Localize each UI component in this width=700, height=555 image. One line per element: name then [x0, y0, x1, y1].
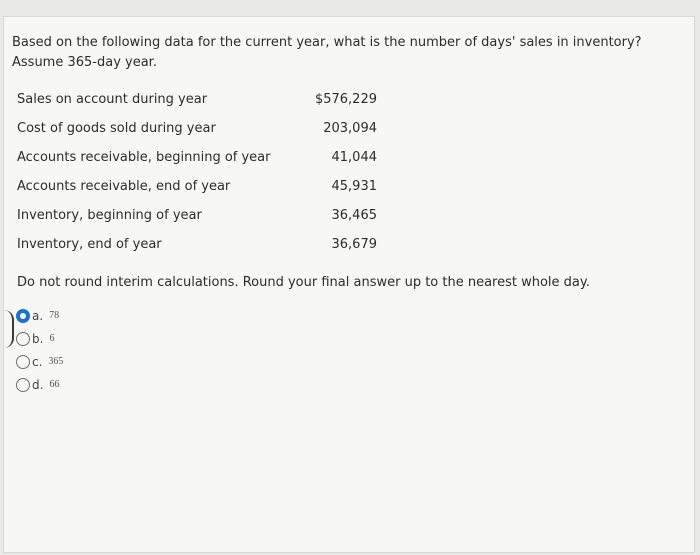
option-letter: d.	[32, 377, 44, 392]
instruction-text: Do not round interim calculations. Round your final answer up to the nearest whole day.	[17, 275, 590, 290]
row-value: 45,931	[331, 179, 377, 194]
row-value: 203,094	[323, 121, 377, 136]
option-letter: b.	[32, 331, 44, 346]
row-value: 36,679	[331, 237, 377, 252]
option-d[interactable]	[16, 373, 216, 396]
radio-button-a[interactable]	[16, 309, 30, 323]
table-row	[17, 85, 377, 114]
table-row	[17, 172, 377, 201]
question-text: Based on the following data for the current year, what is the number of days' sales in inventory? Assume 365-day year.	[12, 35, 642, 70]
option-b[interactable]	[16, 327, 216, 350]
radio-button-b[interactable]	[16, 332, 30, 346]
row-label: Cost of goods sold during year	[17, 121, 216, 136]
row-label: Sales on account during year	[17, 92, 208, 107]
radio-button-c[interactable]	[16, 355, 30, 369]
option-value: 365	[48, 356, 64, 367]
option-value: 78	[49, 310, 60, 321]
answer-options	[16, 304, 216, 396]
row-label: Inventory, end of year	[17, 237, 162, 252]
row-label: Accounts receivable, beginning of year	[17, 150, 271, 165]
row-value: 41,044	[331, 150, 377, 165]
option-letter: a.	[32, 308, 44, 323]
row-label: Inventory, beginning of year	[17, 208, 202, 223]
option-value: 66	[49, 379, 60, 390]
data-table	[17, 85, 377, 259]
radio-button-d[interactable]	[16, 378, 30, 392]
row-value: $576,229	[314, 92, 377, 107]
row-value: 36,465	[331, 208, 377, 223]
table-row	[17, 114, 377, 143]
question-card	[3, 16, 695, 553]
option-c[interactable]	[16, 350, 216, 373]
table-row	[17, 201, 377, 230]
option-value: 6	[49, 333, 55, 344]
option-letter: c.	[32, 354, 43, 369]
selection-bracket-mark	[4, 310, 14, 348]
table-row	[17, 230, 377, 259]
option-a[interactable]	[16, 304, 216, 327]
row-label: Accounts receivable, end of year	[17, 179, 231, 194]
table-row	[17, 143, 377, 172]
